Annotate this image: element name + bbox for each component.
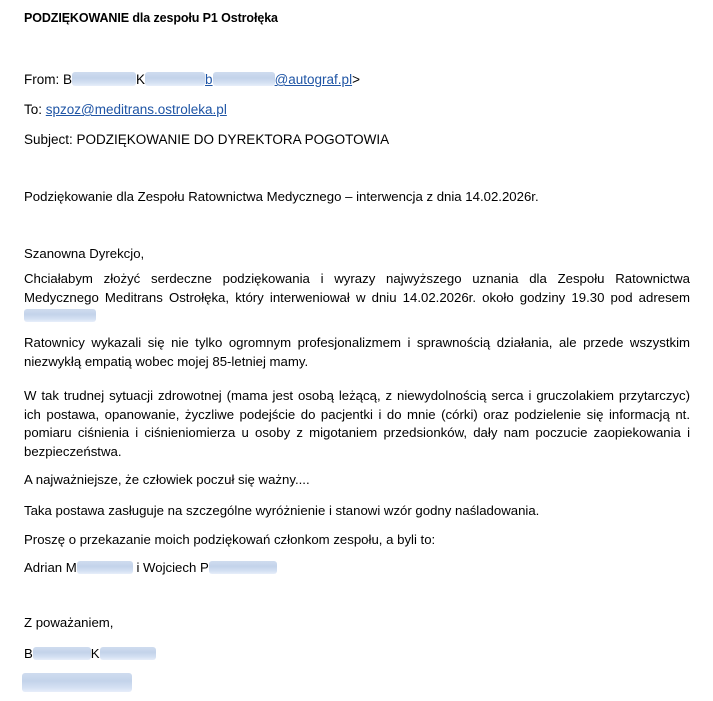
sender-email-local-prefix[interactable]: b xyxy=(205,72,213,87)
crew-member-1-name: Adrian M xyxy=(24,560,77,575)
page-title: PODZIĘKOWANIE dla zespołu P1 Ostrołęka xyxy=(24,11,278,25)
closing-salutation: Z poważaniem, xyxy=(24,615,114,630)
signature-last-initial: K xyxy=(90,646,100,661)
header-to-line xyxy=(24,102,227,118)
crew-names-line xyxy=(24,559,277,576)
header-to-label: To: xyxy=(24,102,43,117)
header-from-line xyxy=(24,72,360,88)
header-subject-label: Subject: xyxy=(24,132,73,147)
redaction-signature-last-name xyxy=(100,647,156,660)
redaction-address xyxy=(24,309,96,322)
signature-first-initial: B xyxy=(24,646,33,661)
body-paragraph-2: Ratownicy wykazali się nie tylko ogromnym profesjonalizmem i sprawnością działania, ale przede wszystkim niezwykłą empatią wobec mojej 85-letniej mamy. xyxy=(24,335,690,369)
redaction-from-first-name xyxy=(72,72,136,86)
recipient-email-link[interactable]: spzoz@meditrans.ostroleka.pl xyxy=(45,102,227,117)
redaction-from-last-name xyxy=(145,72,205,86)
body-paragraph-3: W tak trudnej sytuacji zdrowotnej (mama jest osobą leżącą, z niewydolnością serca i gruczolakiem przytarczyc) ich postawa, opanowanie, życzliwe podejście do pacjentki i do mnie (córki) oraz podzielenie się informacją nt. pomiaru ciśnienia i ciśnieniomierza u osoby z migotaniem przedsionków, dały nam poczucie zaopiekowania i bezpieczeństwa. xyxy=(24,388,690,459)
sender-email-domain[interactable]: @autograf.pl xyxy=(274,72,353,87)
sender-email-bracket: > xyxy=(352,72,360,87)
header-subject-line xyxy=(24,132,389,148)
body-line-important: A najważniejsze, że człowiek poczuł się ważny.... xyxy=(24,472,310,487)
body-intro-line: Podziękowanie dla Zespołu Ratownictwa Medycznego – interwencja z dnia 14.02.2026r. xyxy=(24,189,539,204)
sender-first-initial: B xyxy=(63,72,73,87)
header-subject-value: PODZIĘKOWANIE DO DYREKTORA POGOTOWIA xyxy=(76,132,390,147)
redaction-crew-1-surname xyxy=(77,561,133,574)
body-line-request: Proszę o przekazanie moich podziękowań członkom zespołu, a byli to: xyxy=(24,532,436,547)
redaction-signature-first-name xyxy=(33,647,91,660)
body-line-attitude: Taka postawa zasługuje na szczególne wyróżnienie i stanowi wzór godny naśladowania. xyxy=(24,503,540,518)
redaction-crew-2-surname xyxy=(209,561,277,574)
body-salutation: Szanowna Dyrekcjo, xyxy=(24,246,145,261)
body-paragraph-1 xyxy=(24,270,690,326)
sender-last-initial: K xyxy=(136,72,146,87)
body-paragraph-1-text: Chciałabym złożyć serdeczne podziękowania i wyrazy najwyższego uznania dla Zespołu Ratownictwa Medycznego Meditrans Ostrołęka, który interweniował w dniu 14.02.2026r. około godziny 19.30 pod adresem xyxy=(24,271,690,305)
redaction-from-email-local xyxy=(213,72,275,86)
signature-name-line xyxy=(24,645,156,662)
header-from-label: From: xyxy=(24,72,60,87)
redaction-signature-footer xyxy=(22,673,132,692)
crew-member-2-name: i Wojciech P xyxy=(136,560,209,575)
